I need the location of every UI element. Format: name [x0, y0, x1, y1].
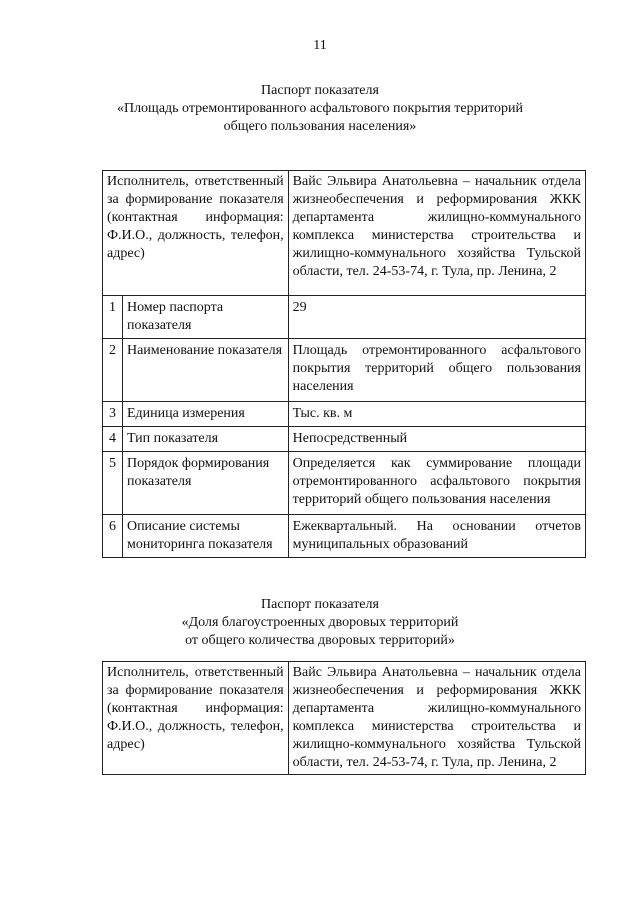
passport2-table: [102, 661, 586, 775]
executor-label: Исполнитель, ответственный за формирование показателя (контактная информация: Ф.И.О., должность, телефон, адрес): [103, 171, 289, 296]
row-number: 4: [103, 427, 123, 452]
row-number: 2: [103, 339, 123, 402]
passport2-title-line: от общего количества дворовых территорий»: [185, 633, 455, 648]
executor-value: Вайс Эльвира Анатольевна – начальник отдела жизнеобеспечения и реформирования ЖКК департамента жилищно-коммунального комплекса министерства строительства и жилищно-коммунального хозяйства Тульской области, тел. 24-53-74, г. Тула, пр. Ленина, 2: [288, 662, 585, 775]
row-label: Наименование показателя: [122, 339, 288, 402]
row-value: Определяется как суммирование площади отремонтированного асфальтового покрытия территорий общего пользования населения: [288, 452, 585, 515]
executor-label: Исполнитель, ответственный за формирование показателя (контактная информация: Ф.И.О., должность, телефон, адрес): [103, 662, 289, 775]
passport2-title-line: Паспорт показателя: [261, 597, 379, 612]
row-number: 5: [103, 452, 123, 515]
row-value: Непосредственный: [288, 427, 585, 452]
executor-value: Вайс Эльвира Анатольевна – начальник отдела жизнеобеспечения и реформирования ЖКК департамента жилищно-коммунального комплекса министерства строительства и жилищно-коммунального хозяйства Тульской области, тел. 24-53-74, г. Тула, пр. Ленина, 2: [288, 171, 585, 296]
passport2-title: [0, 596, 640, 650]
table-row: [103, 296, 586, 339]
row-value: Тыс. кв. м: [288, 402, 585, 427]
table-row: [103, 402, 586, 427]
row-number: 3: [103, 402, 123, 427]
passport1-title-line: Паспорт показателя: [261, 83, 379, 98]
table-row: [103, 515, 586, 558]
page-number: 11: [313, 38, 327, 53]
passport1-title-line: «Площадь отремонтированного асфальтового покрытия территорий: [116, 101, 524, 116]
row-label: Порядок формирования показателя: [122, 452, 288, 515]
row-label: Номер паспорта показателя: [122, 296, 288, 339]
row-label: Единица измерения: [122, 402, 288, 427]
passport1-title: [0, 82, 640, 136]
row-label: Тип показателя: [122, 427, 288, 452]
row-value: Площадь отремонтированного асфальтового покрытия территорий общего пользования населения: [288, 339, 585, 402]
table-row: [103, 452, 586, 515]
row-value: Ежеквартальный. На основании отчетов муниципальных образований: [288, 515, 585, 558]
table-row: [103, 427, 586, 452]
passport1-table: [102, 170, 586, 558]
table-row: [103, 171, 586, 296]
row-number: 1: [103, 296, 123, 339]
table-row: [103, 339, 586, 402]
row-value: 29: [288, 296, 585, 339]
passport1-title-line: общего пользования населения»: [223, 119, 417, 134]
passport2-title-line: «Доля благоустроенных дворовых территорий: [181, 615, 459, 630]
table-row: [103, 662, 586, 775]
row-label: Описание системы мониторинга показателя: [122, 515, 288, 558]
row-number: 6: [103, 515, 123, 558]
